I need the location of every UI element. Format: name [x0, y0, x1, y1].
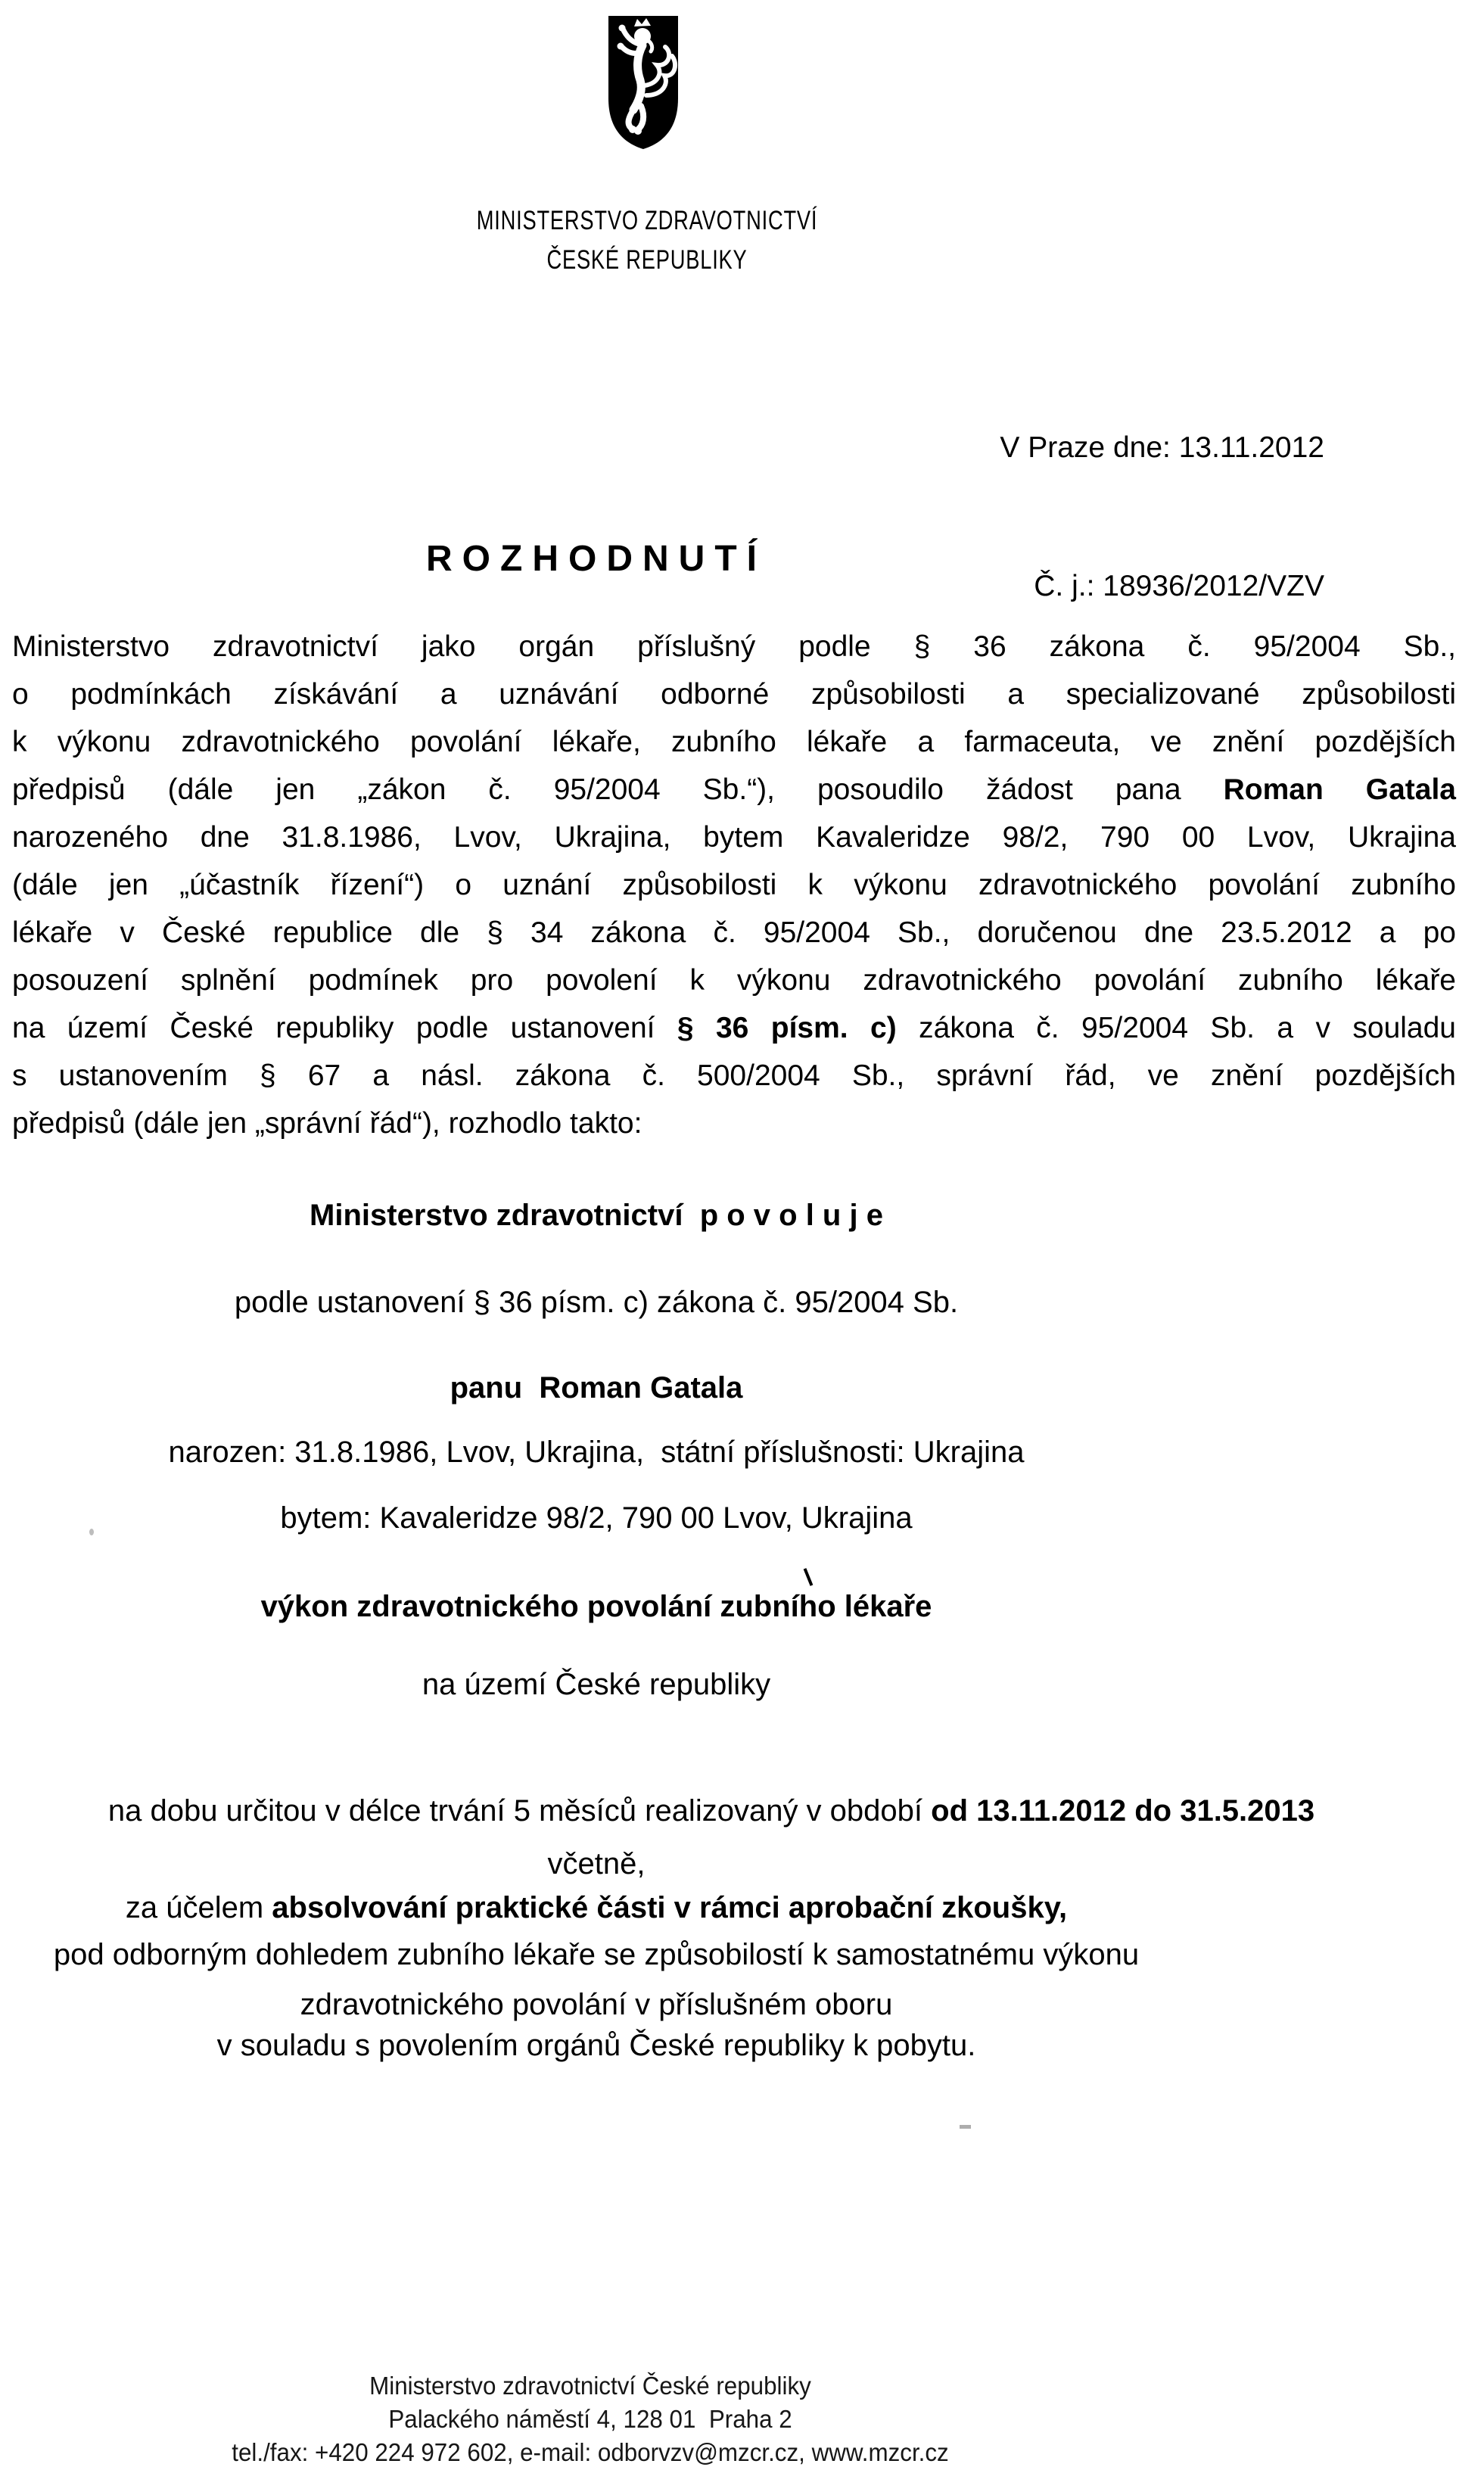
intro-text: na území České republiky podle ustanovení — [12, 1012, 677, 1044]
intro-text: s ustanovením § 67 a násl. zákona č. 500/2004 Sb., správní řád, ve znění pozdějších — [12, 1059, 1456, 1092]
intro-line-9 — [12, 1005, 1456, 1052]
recipient-line: panu Roman Gatala — [450, 1371, 743, 1405]
intro-line-5 — [12, 814, 1456, 861]
ministry-name-line1: MINISTERSTVO ZDRAVOTNICTVÍ — [476, 206, 818, 235]
permit-line: v souladu s povolením orgánů České republiky k pobytu. — [216, 2029, 976, 2062]
intro-line-10 — [12, 1053, 1456, 1100]
inclusive-line: včetně, — [547, 1847, 646, 1880]
decision-title: ROZHODNUTÍ — [426, 539, 767, 579]
file-number-line: Č. j.: 18936/2012/VZV — [1034, 570, 1324, 602]
intro-line-2 — [12, 671, 1456, 718]
intro-text: o podmínkách získávání a uznávání odborné způsobilosti a specializované způsobilosti — [12, 678, 1456, 711]
intro-line-1 — [12, 624, 1456, 670]
czech-coat-of-arms-icon — [605, 14, 681, 151]
intro-text: narozeného dne 31.8.1986, Lvov, Ukrajina, bytem Kavaleridze 98/2, 790 00 Lvov, Ukrajina — [12, 821, 1456, 854]
document-footer — [0, 2369, 1181, 2469]
territory-line: na území České republiky — [422, 1668, 771, 1701]
purpose-bold: absolvování praktické části v rámci aprobační zkoušky, — [272, 1891, 1068, 1924]
intro-text: k výkonu zdravotnického povolání lékaře, zubního lékaře a farmaceuta, ve znění pozdějších — [12, 726, 1456, 758]
supervision-line: pod odborným dohledem zubního lékaře se způsobilostí k samostatnému výkonu — [53, 1938, 1140, 1971]
intro-line-7 — [12, 910, 1456, 957]
birth-line: narozen: 31.8.1986, Lvov, Ukrajina, státní příslušnosti: Ukrajina — [168, 1436, 1025, 1469]
intro-text: předpisů (dále jen „správní řád“), rozhodlo takto: — [12, 1107, 642, 1140]
profession-line: výkon zdravotnického povolání zubního lékaře — [260, 1590, 932, 1623]
ministry-name-line2: ČESKÉ REPUBLIKY — [546, 245, 748, 275]
grant-heading: Ministerstvo zdravotnictví p o v o l u j e — [310, 1199, 883, 1232]
ministry-header — [0, 201, 1294, 280]
intro-line-4 — [12, 767, 1456, 813]
place-date-line: V Praze dne: 13.11.2012 — [1000, 431, 1324, 464]
field-line: zdravotnického povolání v příslušném oboru — [300, 1988, 893, 2021]
intro-text: předpisů (dále jen „zákon č. 95/2004 Sb.“), posoudilo žádost pana — [12, 773, 1224, 806]
legal-basis-line: podle ustanovení § 36 písm. c) zákona č. 95/2004 Sb. — [234, 1286, 959, 1319]
footer-contact-line: tel./fax: +420 224 972 602, e-mail: odborvzv@mzcr.cz, www.mzcr.cz — [232, 2438, 949, 2466]
duration-dates: od 13.11.2012 do 31.5.2013 — [931, 1794, 1315, 1828]
duration-text: na dobu určitou v délce trvání 5 měsíců realizovaný v období — [107, 1794, 932, 1828]
footer-address-line: Palackého náměstí 4, 128 01 Praha 2 — [388, 2405, 792, 2433]
intro-text: (dále jen „účastník řízení“) o uznání způsobilosti k výkonu zdravotnického povolání zubního — [12, 869, 1456, 901]
purpose-text: za účelem — [125, 1891, 272, 1924]
intro-line-11 — [12, 1100, 1456, 1147]
scan-artifact-dash — [960, 2125, 971, 2129]
intro-line-8 — [12, 957, 1456, 1004]
intro-line-3 — [12, 719, 1456, 766]
intro-line-6 — [12, 862, 1456, 909]
duration-line — [0, 1790, 1423, 1832]
legal-provision-bold: § 36 písm. c) — [677, 1012, 897, 1044]
intro-text: lékaře v České republice dle § 34 zákona č. 95/2004 Sb., doručenou dne 23.5.2012 a po — [12, 916, 1456, 949]
applicant-name: Roman Gatala — [1223, 773, 1456, 806]
intro-text: posouzení splnění podmínek pro povolení k výkonu zdravotnického povolání zubního lékaře — [12, 964, 1456, 997]
coat-of-arms-svg — [605, 14, 681, 151]
residence-line: bytem: Kavaleridze 98/2, 790 00 Lvov, Ukrajina — [280, 1501, 913, 1535]
intro-text: Ministerstvo zdravotnictví jako orgán příslušný podle § 36 zákona č. 95/2004 Sb., — [12, 630, 1456, 663]
purpose-line — [0, 1887, 1193, 1929]
footer-ministry-line: Ministerstvo zdravotnictví České republiky — [369, 2372, 811, 2400]
scan-artifact-stroke — [804, 1568, 814, 1586]
scan-artifact-dot — [89, 1529, 94, 1535]
intro-text: zákona č. 95/2004 Sb. a v souladu — [896, 1012, 1457, 1044]
